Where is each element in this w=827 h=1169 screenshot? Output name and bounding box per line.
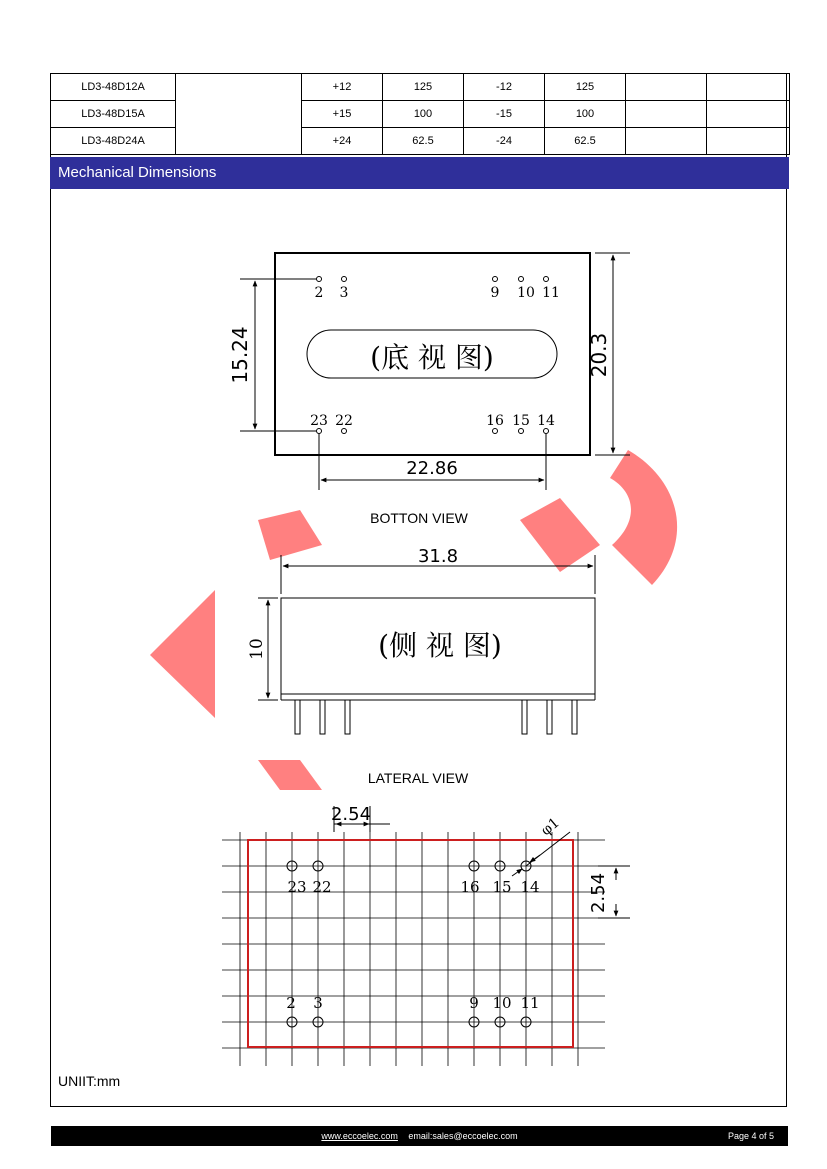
iout2-cell: 100 xyxy=(545,101,626,128)
bottom-pin-2-label: 2 xyxy=(314,285,324,301)
iout1-cell: 125 xyxy=(383,74,464,101)
grid-vertical-pitch-dimension: 2.54 xyxy=(588,872,609,914)
iout1-cell: 100 xyxy=(383,101,464,128)
bottom-pin-16-label: 16 xyxy=(486,413,504,429)
bottom-pin-23-label: 23 xyxy=(310,413,328,429)
grid-diameter-dimension: φ1 xyxy=(538,814,563,840)
iout2-cell: 62.5 xyxy=(545,128,626,155)
grid-pin-11-label: 11 xyxy=(520,994,540,1012)
model-cell: LD3-48D24A xyxy=(51,128,176,155)
website-link[interactable]: www.eccoelec.com xyxy=(321,1131,398,1141)
bottom-pin-3-label: 3 xyxy=(339,285,349,301)
bottom-view-caption: BOTTON VIEW xyxy=(370,510,468,526)
bottom-pin-9-label: 9 xyxy=(490,285,500,301)
page-footer xyxy=(51,1126,788,1146)
section-header: Mechanical Dimensions xyxy=(50,157,789,189)
email-text: email:sales@eccoelec.com xyxy=(408,1131,518,1141)
watermark-logo xyxy=(150,450,677,790)
vout1-cell: +24 xyxy=(302,128,383,155)
grid-pin-9-label: 9 xyxy=(469,994,479,1012)
bottom-pin-10-label: 10 xyxy=(517,285,535,301)
vout2-cell: -24 xyxy=(464,128,545,155)
model-cell: LD3-48D15A xyxy=(51,101,176,128)
bottom-view-label: (底 视 图) xyxy=(370,341,494,374)
grid-pitch-dimension: 2.54 xyxy=(330,804,372,825)
bottom-pin-14-label: 14 xyxy=(537,413,555,429)
bottom-width-dimension: 22.86 xyxy=(406,458,458,479)
grid-pin-3-label: 3 xyxy=(313,994,323,1012)
vout2-cell: -12 xyxy=(464,74,545,101)
footer-contact xyxy=(51,1126,788,1146)
grid-pin-22-label: 22 xyxy=(312,878,332,896)
grid-pin-14-label: 14 xyxy=(520,878,540,896)
grid-pin-16-label: 16 xyxy=(460,878,480,896)
lateral-view-caption: LATERAL VIEW xyxy=(367,770,469,786)
unit-label: UNIIT:mm xyxy=(58,1073,121,1089)
bottom-pin-15-label: 15 xyxy=(512,413,530,429)
bottom-pin-22-label: 22 xyxy=(335,413,353,429)
bottom-total-height-dimension: 20.3 xyxy=(587,332,611,378)
vout1-cell: +12 xyxy=(302,74,383,101)
page-number: Page 4 of 5 xyxy=(727,1131,774,1141)
grid-layout-drawing xyxy=(222,806,630,1066)
grid-pin-15-label: 15 xyxy=(492,878,512,896)
lateral-height-dimension: 10 xyxy=(247,638,267,660)
bottom-height-dimension: 15.24 xyxy=(228,326,252,384)
lateral-width-dimension: 31.8 xyxy=(417,546,459,567)
vout2-cell: -15 xyxy=(464,101,545,128)
lateral-view-label: (侧 视 图) xyxy=(378,629,502,662)
grid-pin-23-label: 23 xyxy=(287,878,307,896)
iout1-cell: 62.5 xyxy=(383,128,464,155)
bottom-pin-11-label: 11 xyxy=(542,285,560,301)
grid-pin-10-label: 10 xyxy=(492,994,512,1012)
vout1-cell: +15 xyxy=(302,101,383,128)
grid-pin-2-label: 2 xyxy=(286,994,296,1012)
iout2-cell: 125 xyxy=(545,74,626,101)
model-cell: LD3-48D12A xyxy=(51,74,176,101)
